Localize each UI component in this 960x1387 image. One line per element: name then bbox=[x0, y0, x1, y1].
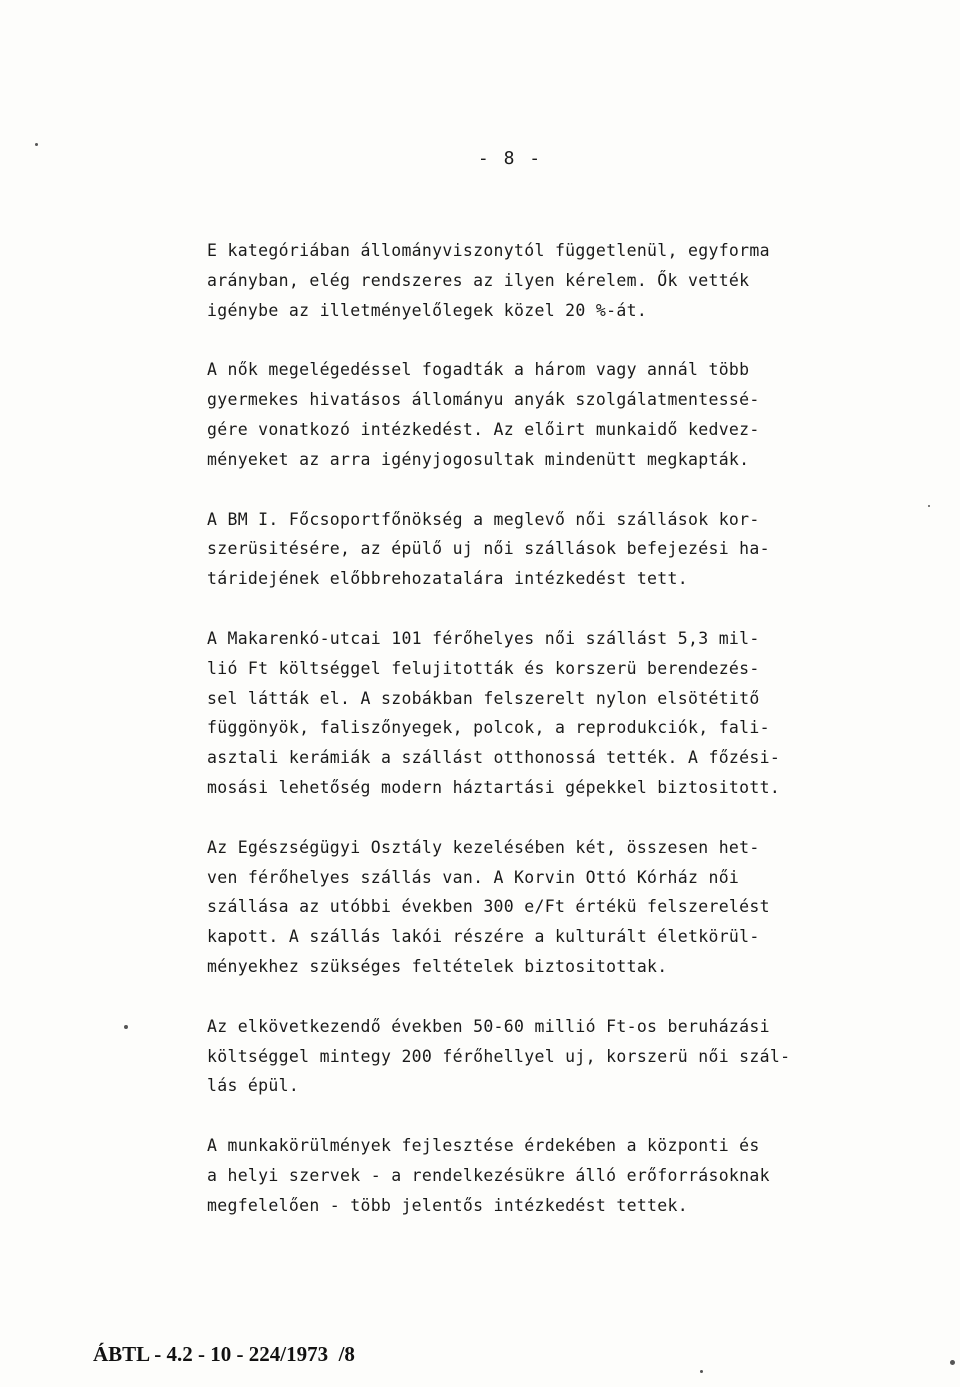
paragraph bbox=[207, 236, 887, 325]
paragraph bbox=[207, 505, 887, 594]
text-line: lió Ft költséggel felujitották és korszerü berendezés- bbox=[207, 658, 760, 678]
paragraph bbox=[207, 1131, 887, 1220]
text-line: asztali kerámiák a szállást otthonossá tették. A főzési- bbox=[207, 748, 781, 768]
text-line: táridejének előbbrehozatalára intézkedést tett. bbox=[207, 569, 688, 589]
text-line: igénybe az illetményelőlegek közel 20 %-át. bbox=[207, 300, 648, 320]
text-line: A nők megelégedéssel fogadták a három vagy annál több bbox=[207, 360, 750, 380]
text-line: ményekhez szükséges feltételek biztositottak. bbox=[207, 956, 668, 976]
text-line: függönyök, faliszőnyegek, polcok, a reprodukciók, fali- bbox=[207, 718, 770, 738]
body-text bbox=[207, 236, 887, 1251]
paragraph bbox=[207, 355, 887, 474]
text-line: szerüsitésére, az épülő uj női szállások befejezési ha- bbox=[207, 539, 770, 559]
text-line: kapott. A szállás lakói részére a kulturált életkörül- bbox=[207, 927, 760, 947]
text-line: A Makarenkó-utcai 101 férőhelyes női szállást 5,3 mil- bbox=[207, 628, 760, 648]
archive-reference: ÁBTL - 4.2 - 10 - 224/1973 /8 bbox=[93, 1342, 355, 1366]
scan-speck bbox=[928, 505, 930, 507]
text-line: lás épül. bbox=[207, 1076, 300, 1096]
scan-speck bbox=[950, 1360, 955, 1365]
text-line: költséggel mintegy 200 férőhellyel uj, korszerü női szál- bbox=[207, 1046, 791, 1066]
text-line: Az Egészségügyi Osztály kezelésében két, összesen het- bbox=[207, 837, 760, 857]
text-line: sel látták el. A szobákban felszerelt nylon elsötétitő bbox=[207, 688, 760, 708]
text-line: Az elkövetkezendő években 50-60 millió Ft-os beruházási bbox=[207, 1016, 770, 1036]
text-line: mosási lehetőség modern háztartási gépekkel biztositott. bbox=[207, 777, 781, 797]
scan-speck bbox=[124, 1025, 128, 1029]
text-line: E kategóriában állományviszonytól függetlenül, egyforma bbox=[207, 241, 770, 260]
text-line: gére vonatkozó intézkedést. Az előirt munkaidő kedvez- bbox=[207, 419, 760, 439]
paragraph bbox=[207, 1012, 887, 1101]
paragraph bbox=[207, 624, 887, 803]
text-line: ven férőhelyes szállás van. A Korvin Ottó Kórház női bbox=[207, 867, 740, 887]
scan-speck bbox=[700, 1370, 703, 1373]
text-line: ményeket az arra igényjogosultak mindenütt megkapták. bbox=[207, 449, 750, 469]
text-line: gyermekes hivatásos állományu anyák szolgálatmentessé- bbox=[207, 390, 760, 410]
page-number: - 8 - bbox=[477, 148, 543, 169]
text-line: a helyi szervek - a rendelkezésükre álló erőforrásoknak bbox=[207, 1165, 770, 1185]
text-line: A BM I. Főcsoportfőnökség a meglevő női szállások kor- bbox=[207, 509, 760, 529]
text-line: megfelelően - több jelentős intézkedést tettek. bbox=[207, 1195, 688, 1215]
text-line: szállása az utóbbi években 300 e/Ft értékü felszerelést bbox=[207, 897, 770, 917]
text-line: A munkakörülmények fejlesztése érdekében a központi és bbox=[207, 1136, 760, 1156]
scan-speck bbox=[35, 143, 38, 146]
text-line: arányban, elég rendszeres az ilyen kérelem. Ők vették bbox=[207, 270, 750, 290]
paragraph bbox=[207, 833, 887, 982]
